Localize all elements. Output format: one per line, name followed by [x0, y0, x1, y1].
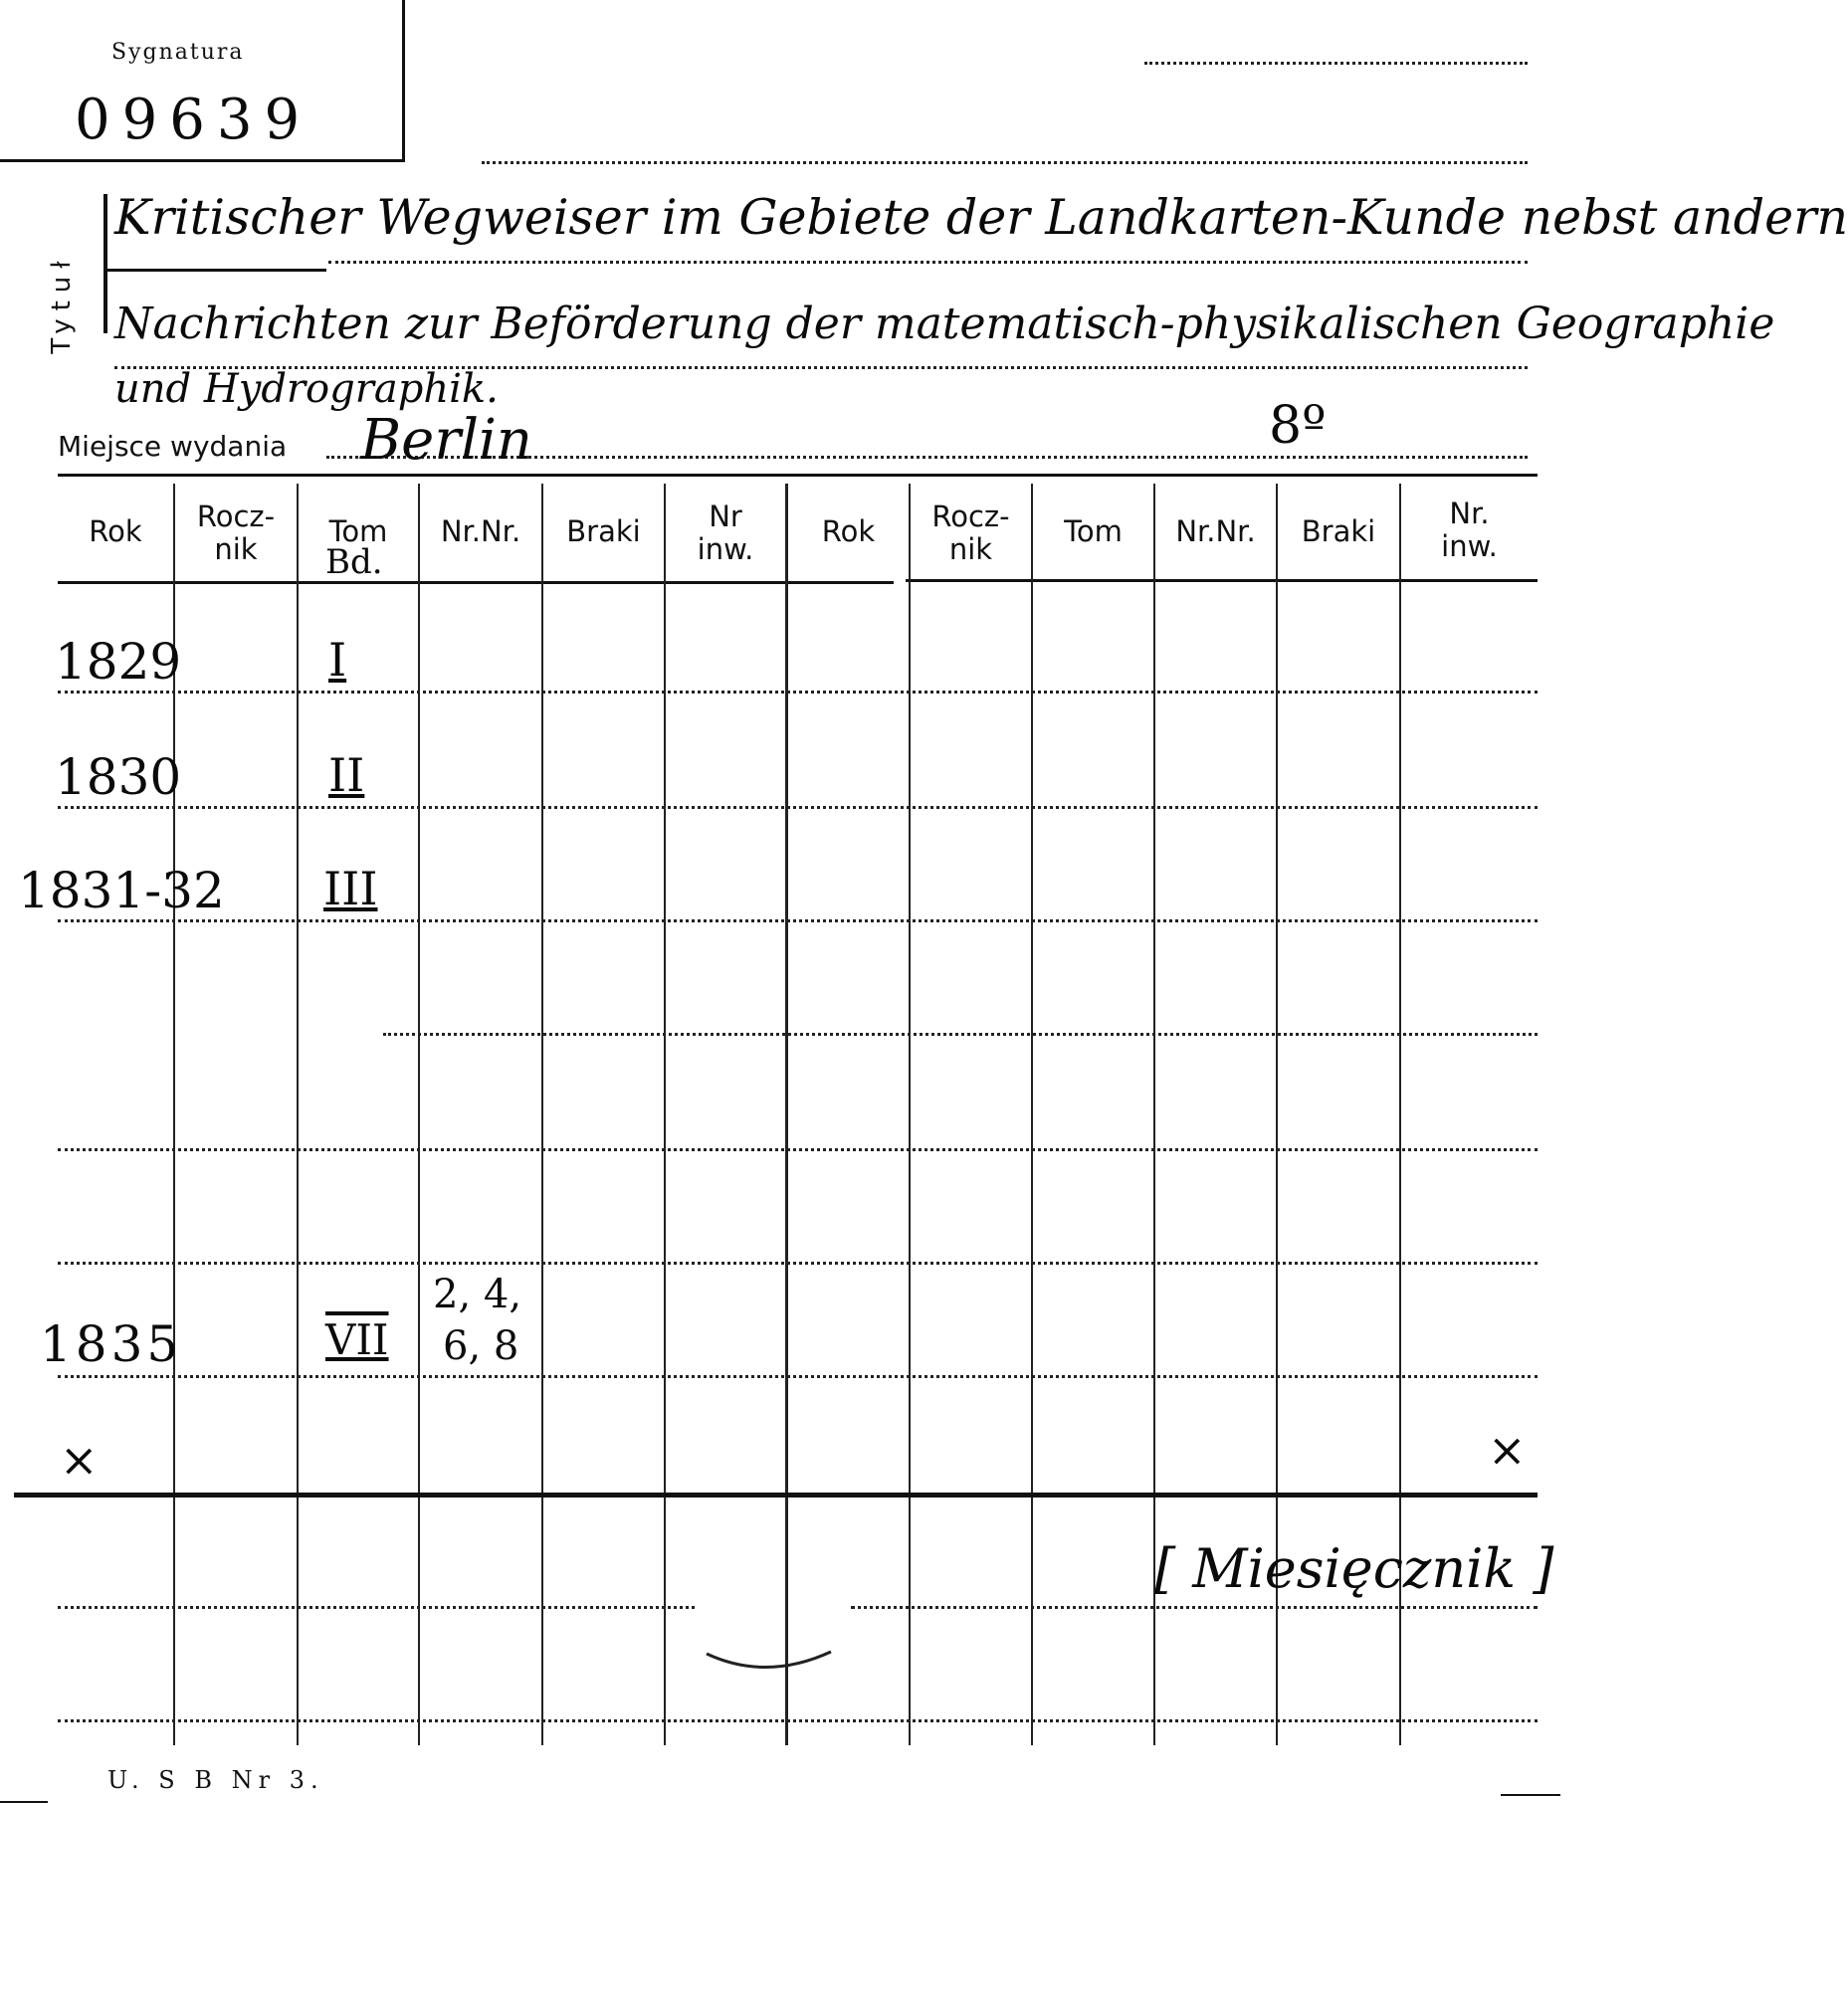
row-7-tom: VII [325, 1315, 389, 1364]
title-dotted-line-1 [328, 261, 1528, 264]
header-nrnr-2: Nr.Nr. [1175, 514, 1256, 548]
row-line-1 [58, 691, 1538, 694]
frequency-note: [ Miesięcznik ] [1154, 1537, 1554, 1600]
row-line-4 [383, 1033, 1538, 1036]
paper-mark [697, 1642, 846, 1692]
header-braki: Braki [566, 514, 641, 548]
row-line-8b [851, 1606, 1538, 1609]
top-dotted-line-2 [482, 161, 1528, 164]
top-dotted-line [1144, 62, 1528, 65]
end-mark-right: × [1488, 1423, 1527, 1477]
title-underline-1 [107, 269, 326, 272]
col-divider-7 [909, 484, 911, 1745]
header-rule-right [906, 579, 1538, 582]
row-7-nrnr-line2: 6, 8 [443, 1323, 519, 1369]
row-7-nrnr-line1: 2, 4, [433, 1272, 522, 1317]
row-2-tom: II [328, 748, 365, 802]
row-1-rok: 1829 [55, 633, 182, 691]
table-top-rule [58, 474, 1538, 477]
header-rocznik: Rocz- nik [196, 499, 276, 566]
end-mark-left: × [60, 1433, 99, 1487]
col-divider-3 [418, 484, 420, 1745]
row-line-2 [58, 806, 1538, 809]
col-divider-4 [541, 484, 543, 1745]
row-3-tom: III [323, 862, 378, 915]
row-line-9 [58, 1719, 1538, 1722]
row-line-5 [58, 1148, 1538, 1151]
col-divider-5 [664, 484, 666, 1745]
title-label: Tytuł [47, 253, 77, 354]
header-rok: Rok [89, 514, 142, 548]
header-tom-annotation: Bd. [325, 542, 383, 582]
header-nr-inw: Nr inw. [697, 499, 754, 566]
footer-code: U. S B Nr 3. [107, 1766, 324, 1794]
footer-dash-left [0, 1801, 48, 1803]
row-line-8 [58, 1606, 695, 1609]
header-rocznik-2: Rocz- nik [931, 499, 1010, 566]
row-line-3 [58, 919, 1538, 922]
row-line-7 [58, 1375, 1538, 1378]
title-line-1: Kritischer Wegweiser im Gebiete der Landkarten-Kunde nebst andern [114, 189, 1848, 246]
title-bracket [103, 194, 107, 333]
row-3-rok: 1831-32 [18, 862, 225, 919]
place-value: Berlin [360, 408, 532, 473]
header-rule-left [58, 581, 894, 584]
header-nrnr: Nr.Nr. [440, 514, 521, 548]
col-divider-center [785, 484, 788, 1745]
place-label: Miejsce wydania [58, 430, 288, 463]
col-divider-8 [1031, 484, 1033, 1745]
header-nr-inw-2: Nr. inw. [1441, 497, 1498, 563]
title-line-2: Nachrichten zur Beförderung der matematisch-physikalischen Geographie [114, 299, 1775, 349]
header-tom: Tom [328, 514, 388, 548]
header-braki-2: Braki [1301, 514, 1376, 548]
footer-dash-right [1501, 1794, 1560, 1796]
row-line-6 [58, 1262, 1538, 1265]
row-2-rok: 1830 [55, 748, 182, 806]
header-tom-2: Tom [1064, 514, 1123, 548]
title-line-3: und Hydrographik. [114, 366, 499, 412]
row-1-tom: I [328, 633, 347, 687]
col-divider-2 [297, 484, 299, 1745]
row-7-rok: 1835 [40, 1315, 183, 1373]
signature-number: 09639 [75, 88, 312, 152]
header-rok-2: Rok [821, 514, 876, 548]
format-value: 8º [1269, 396, 1327, 456]
table-bottom-rule [14, 1493, 1538, 1498]
signature-label: Sygnatura [111, 40, 245, 65]
